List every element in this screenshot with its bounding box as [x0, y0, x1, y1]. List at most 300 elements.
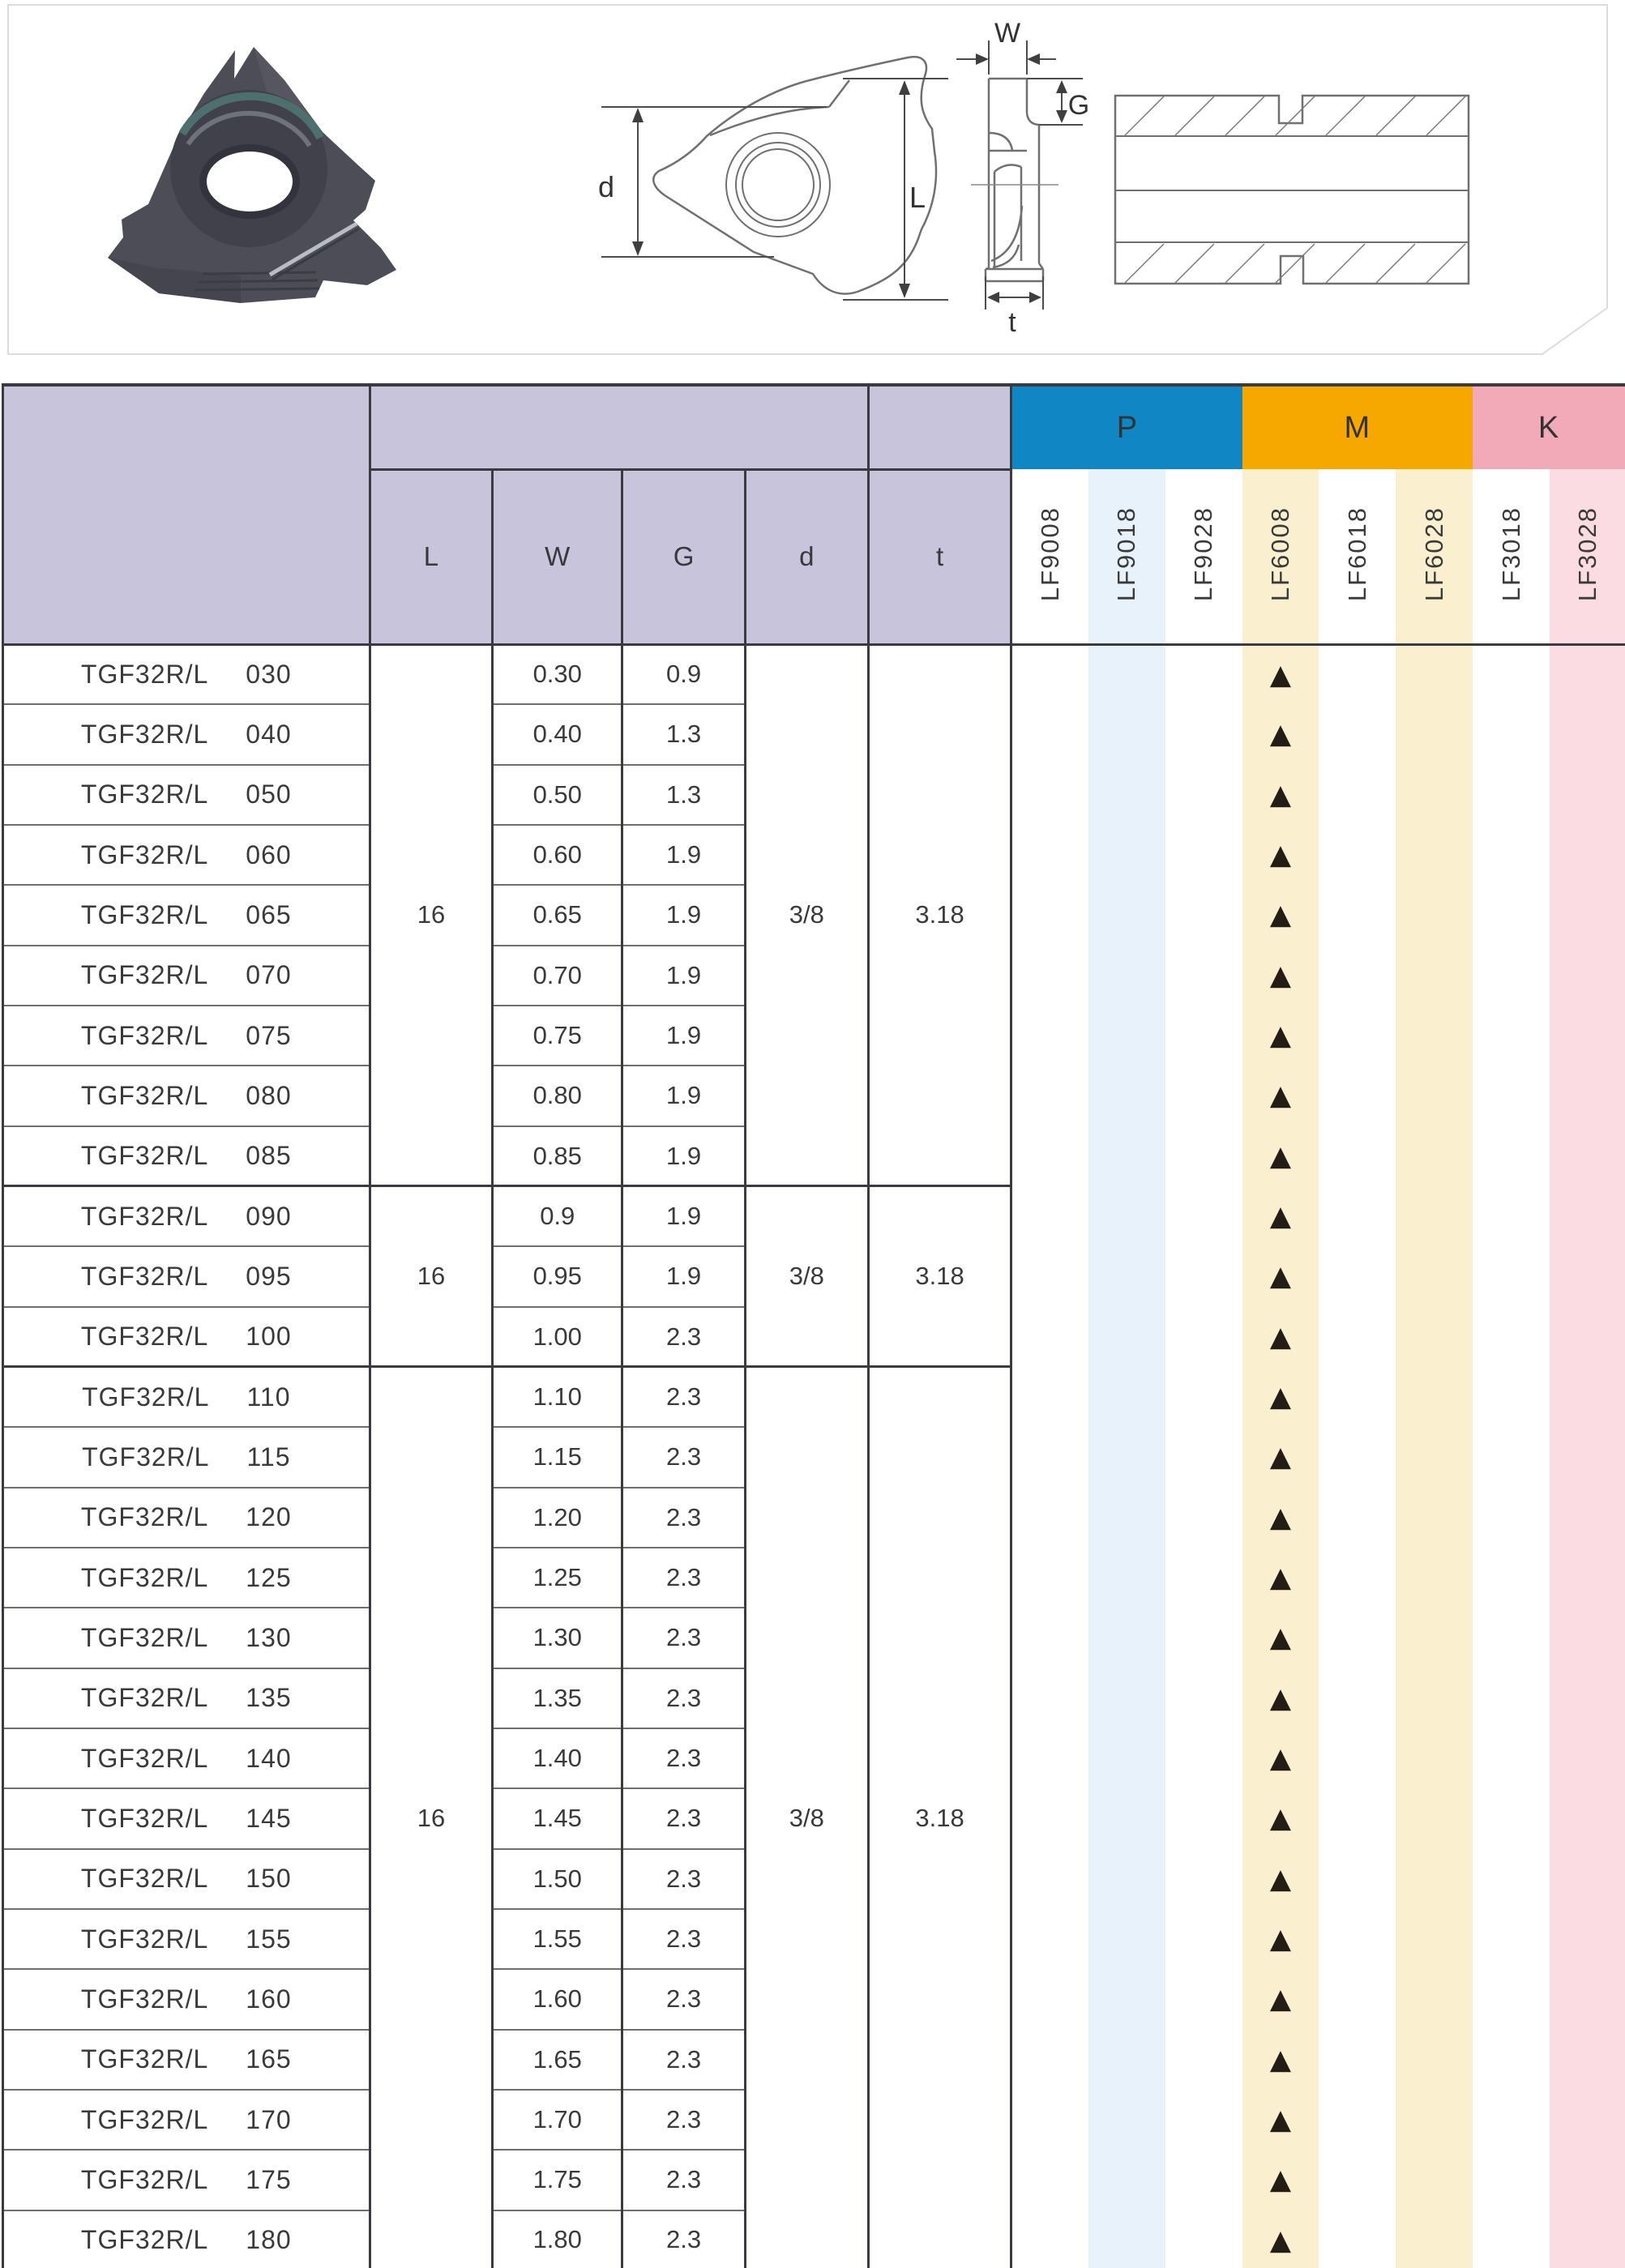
spec-header-d: d — [745, 469, 868, 644]
model-cell — [3, 1548, 370, 1608]
grade-cell-lf3028 — [1550, 1728, 1625, 1788]
availability-triangle-marker: ▲ — [1269, 1381, 1292, 1414]
availability-triangle-marker: ▲ — [1269, 1681, 1292, 1715]
t-cell: 3.18 — [868, 644, 1011, 1186]
grade-cell-lf3018 — [1473, 704, 1550, 764]
model-size-code: 145 — [246, 1803, 292, 1833]
grade-cell-lf3028 — [1550, 1608, 1625, 1668]
g-cell: 2.3 — [622, 1728, 746, 1788]
grade-cell-lf6018 — [1319, 2090, 1396, 2150]
availability-triangle-marker: ▲ — [1269, 1802, 1292, 1835]
model-prefix: TGF32R/L — [80, 1201, 209, 1231]
w-cell: 1.75 — [493, 2150, 622, 2210]
grade-cell-lf9028 — [1165, 1668, 1242, 1728]
grade-cell-lf6008 — [1242, 1909, 1319, 1969]
grade-cell-lf3018 — [1473, 1608, 1550, 1668]
grade-cell-lf3028 — [1550, 1307, 1625, 1367]
spec-header-w: W — [493, 469, 622, 644]
model-cell — [3, 2150, 370, 2210]
grade-cell-lf3018 — [1473, 885, 1550, 945]
availability-triangle-marker: ▲ — [1269, 1079, 1292, 1113]
grade-cell-lf3028 — [1550, 2030, 1625, 2090]
g-cell: 1.9 — [622, 1246, 746, 1306]
grade-cell-lf6028 — [1396, 1006, 1473, 1066]
grade-cell-lf6018 — [1319, 825, 1396, 885]
grade-cell-lf9008 — [1011, 946, 1088, 1006]
availability-triangle-marker: ▲ — [1269, 1139, 1292, 1172]
model-prefix: TGF32R/L — [80, 1984, 209, 2014]
grade-cell-lf9008 — [1011, 704, 1088, 764]
g-cell: 2.3 — [622, 2210, 746, 2268]
grade-cell-lf6008 — [1242, 1066, 1319, 1125]
grade-cell-lf9018 — [1088, 2090, 1165, 2150]
grade-cell-lf6028 — [1396, 1307, 1473, 1367]
availability-triangle-marker: ▲ — [1269, 1200, 1292, 1233]
dim-label-t: t — [1008, 307, 1016, 338]
availability-triangle-marker: ▲ — [1269, 2163, 1292, 2197]
model-prefix: TGF32R/L — [80, 1924, 209, 1954]
model-cell — [3, 1728, 370, 1788]
availability-triangle-marker: ▲ — [1269, 658, 1292, 691]
grade-header-lf9018 — [1088, 469, 1165, 644]
grade-cell-lf9008 — [1011, 1668, 1088, 1728]
grade-cell-lf3018 — [1473, 2150, 1550, 2210]
grade-cell-lf6008 — [1242, 1668, 1319, 1728]
grade-cell-lf3028 — [1550, 1427, 1625, 1487]
model-size-code: 065 — [246, 899, 292, 929]
w-cell: 1.25 — [493, 1548, 622, 1608]
model-cell — [3, 644, 370, 704]
grade-cell-lf9018 — [1088, 1849, 1165, 1909]
model-prefix: TGF32R/L — [80, 719, 209, 749]
model-cell — [3, 825, 370, 885]
model-prefix: TGF32R/L — [80, 1683, 209, 1713]
grade-cell-lf9028 — [1165, 1006, 1242, 1066]
grade-cell-lf6018 — [1319, 1909, 1396, 1969]
g-cell: 1.9 — [622, 825, 746, 885]
w-cell: 1.60 — [493, 1969, 622, 2029]
model-prefix: TGF32R/L — [80, 659, 209, 689]
grade-cell-lf6028 — [1396, 1126, 1473, 1186]
model-prefix: TGF32R/L — [80, 1562, 209, 1592]
model-prefix: TGF32R/L — [80, 779, 209, 809]
grade-cell-lf9008 — [1011, 1969, 1088, 2029]
grade-cell-lf9018 — [1088, 1066, 1165, 1125]
w-cell: 1.45 — [493, 1788, 622, 1848]
grade-cell-lf9008 — [1011, 885, 1088, 945]
grade-cell-lf9018 — [1088, 704, 1165, 764]
grade-cell-lf6008 — [1242, 1367, 1319, 1427]
g-cell: 2.3 — [622, 1608, 746, 1668]
grade-cell-lf6018 — [1319, 1006, 1396, 1066]
w-cell: 1.55 — [493, 1909, 622, 1969]
grade-cell-lf3018 — [1473, 1367, 1550, 1427]
grade-cell-lf9018 — [1088, 885, 1165, 945]
availability-triangle-marker: ▲ — [1269, 2043, 1292, 2076]
availability-triangle-marker: ▲ — [1269, 1441, 1292, 1474]
grade-cell-lf6018 — [1319, 1548, 1396, 1608]
g-cell: 1.9 — [622, 1066, 746, 1125]
model-size-code: 125 — [246, 1562, 292, 1592]
grade-cell-lf6008 — [1242, 1849, 1319, 1909]
grade-cell-lf9008 — [1011, 1066, 1088, 1125]
grade-cell-lf9028 — [1165, 1427, 1242, 1487]
model-prefix: TGF32R/L — [80, 839, 209, 869]
grade-header-lf9028 — [1165, 469, 1242, 644]
grade-cell-lf9028 — [1165, 1969, 1242, 2029]
grade-cell-lf3028 — [1550, 1849, 1625, 1909]
grade-cell-lf6018 — [1319, 1367, 1396, 1427]
model-size-code: 115 — [246, 1442, 291, 1471]
g-cell: 0.9 — [622, 644, 746, 704]
grade-cell-lf3018 — [1473, 1066, 1550, 1125]
grade-cell-lf9008 — [1011, 644, 1088, 704]
dim-label-g: G — [1067, 90, 1090, 121]
grade-cell-lf6018 — [1319, 1969, 1396, 2029]
model-cell — [3, 1909, 370, 1969]
availability-triangle-marker: ▲ — [1269, 1862, 1292, 1895]
w-cell: 1.10 — [493, 1367, 622, 1427]
grade-cell-lf6008 — [1242, 825, 1319, 885]
grade-cell-lf6018 — [1319, 1246, 1396, 1306]
grade-cell-lf9018 — [1088, 1186, 1165, 1246]
grade-cell-lf6018 — [1319, 2030, 1396, 2090]
l-cell: 16 — [370, 644, 493, 1186]
grade-cell-lf9028 — [1165, 1246, 1242, 1306]
grade-cell-lf9018 — [1088, 2150, 1165, 2210]
availability-triangle-marker: ▲ — [1269, 2104, 1292, 2137]
grade-cell-lf6028 — [1396, 1488, 1473, 1548]
grade-cell-lf6008 — [1242, 1548, 1319, 1608]
w-cell: 0.85 — [493, 1126, 622, 1186]
grade-cell-lf6028 — [1396, 1548, 1473, 1608]
grade-cell-lf9028 — [1165, 1186, 1242, 1246]
w-cell: 0.95 — [493, 1246, 622, 1306]
grade-cell-lf9008 — [1011, 1427, 1088, 1487]
grade-cell-lf6008 — [1242, 1969, 1319, 2029]
g-cell: 2.3 — [622, 1909, 746, 1969]
grade-cell-lf6028 — [1396, 644, 1473, 704]
model-cell — [3, 1367, 370, 1427]
grade-cell-lf6028 — [1396, 2150, 1473, 2210]
model-cell — [3, 946, 370, 1006]
t-cell: 3.18 — [868, 1186, 1011, 1367]
grade-cell-lf3028 — [1550, 1909, 1625, 1969]
grade-cell-lf3018 — [1473, 1186, 1550, 1246]
model-size-code: 130 — [246, 1622, 292, 1652]
w-cell: 0.40 — [493, 704, 622, 764]
grade-cell-lf6008 — [1242, 885, 1319, 945]
dim-label-w: W — [994, 18, 1021, 49]
g-cell: 2.3 — [622, 1307, 746, 1367]
grade-cell-lf6018 — [1319, 1126, 1396, 1186]
grade-header-lf3028 — [1550, 469, 1625, 644]
grade-cell-lf9008 — [1011, 1006, 1088, 1066]
g-cell: 2.3 — [622, 2030, 746, 2090]
grade-header-label: LF3018 — [1496, 506, 1525, 602]
grade-cell-lf3028 — [1550, 644, 1625, 704]
grade-cell-lf9028 — [1165, 1788, 1242, 1848]
grade-cell-lf9008 — [1011, 1788, 1088, 1848]
grade-cell-lf6028 — [1396, 2090, 1473, 2150]
g-cell: 1.3 — [622, 765, 746, 825]
grade-cell-lf3028 — [1550, 1969, 1625, 2029]
w-cell: 0.60 — [493, 825, 622, 885]
availability-triangle-marker: ▲ — [1269, 1320, 1292, 1353]
grade-cell-lf6028 — [1396, 765, 1473, 825]
spec-header-l: L — [370, 469, 493, 644]
model-cell — [3, 2210, 370, 2268]
t-cell: 3.18 — [868, 1367, 1011, 2268]
grade-header-label: LF3028 — [1572, 506, 1601, 602]
grade-cell-lf6018 — [1319, 946, 1396, 1006]
grade-cell-lf6018 — [1319, 1788, 1396, 1848]
grade-cell-lf6008 — [1242, 1608, 1319, 1668]
model-size-code: 100 — [246, 1322, 292, 1352]
grade-cell-lf9008 — [1011, 1186, 1088, 1246]
grade-cell-lf9028 — [1165, 1548, 1242, 1608]
grade-header-label: LF9018 — [1112, 506, 1141, 602]
model-size-code: 170 — [246, 2104, 292, 2134]
grade-header-lf6008 — [1242, 469, 1319, 644]
grade-cell-lf9028 — [1165, 644, 1242, 704]
g-cell: 2.3 — [622, 1427, 746, 1487]
grade-cell-lf3018 — [1473, 2030, 1550, 2090]
grade-cell-lf9028 — [1165, 2090, 1242, 2150]
grade-cell-lf6028 — [1396, 1246, 1473, 1306]
grade-cell-lf9028 — [1165, 1909, 1242, 1969]
grade-cell-lf3028 — [1550, 2090, 1625, 2150]
grade-cell-lf9008 — [1011, 2090, 1088, 2150]
grade-header-lf6028 — [1396, 469, 1473, 644]
g-cell: 1.9 — [622, 1126, 746, 1186]
spec-header-g: G — [622, 469, 746, 644]
grade-cell-lf9018 — [1088, 1788, 1165, 1848]
grade-cell-lf9008 — [1011, 1728, 1088, 1788]
grade-cell-lf3018 — [1473, 1246, 1550, 1306]
model-prefix: TGF32R/L — [80, 1322, 209, 1352]
d-cell: 3/8 — [745, 644, 868, 1186]
availability-triangle-marker: ▲ — [1269, 1501, 1292, 1534]
model-cell — [3, 1186, 370, 1246]
w-cell: 0.65 — [493, 885, 622, 945]
grade-cell-lf3018 — [1473, 1427, 1550, 1487]
availability-triangle-marker: ▲ — [1269, 839, 1292, 872]
grade-cell-lf3018 — [1473, 2210, 1550, 2268]
grade-cell-lf3028 — [1550, 1186, 1625, 1246]
grade-header-lf9008 — [1011, 469, 1088, 644]
d-cell: 3/8 — [745, 1186, 868, 1367]
grade-cell-lf6008 — [1242, 1788, 1319, 1848]
grade-cell-lf3018 — [1473, 1849, 1550, 1909]
grade-cell-lf6028 — [1396, 1668, 1473, 1728]
grade-cell-lf9008 — [1011, 2210, 1088, 2268]
grade-cell-lf9028 — [1165, 1849, 1242, 1909]
grade-cell-lf6008 — [1242, 2210, 1319, 2268]
grade-cell-lf9028 — [1165, 1307, 1242, 1367]
w-cell: 1.40 — [493, 1728, 622, 1788]
g-cell: 2.3 — [622, 2150, 746, 2210]
grade-cell-lf9028 — [1165, 1066, 1242, 1125]
model-prefix: TGF32R/L — [80, 2104, 209, 2134]
w-cell: 1.35 — [493, 1668, 622, 1728]
g-cell: 1.9 — [622, 1186, 746, 1246]
availability-triangle-marker: ▲ — [1269, 1561, 1292, 1595]
grade-cell-lf9018 — [1088, 644, 1165, 704]
grade-cell-lf3028 — [1550, 1006, 1625, 1066]
model-cell — [3, 885, 370, 945]
model-cell — [3, 1307, 370, 1367]
spec-merged-header — [370, 385, 868, 469]
dim-label-l: L — [909, 181, 926, 214]
model-cell — [3, 1788, 370, 1848]
grade-cell-lf3018 — [1473, 1548, 1550, 1608]
grade-cell-lf6028 — [1396, 1066, 1473, 1125]
grade-cell-lf3028 — [1550, 1246, 1625, 1306]
model-prefix: TGF32R/L — [80, 1141, 209, 1171]
grade-cell-lf6008 — [1242, 704, 1319, 764]
model-prefix: TGF32R/L — [80, 1020, 209, 1050]
model-size-code: 070 — [246, 960, 292, 990]
grade-cell-lf9028 — [1165, 1488, 1242, 1548]
grade-cell-lf9018 — [1088, 2210, 1165, 2268]
w-cell: 0.75 — [493, 1006, 622, 1066]
grade-cell-lf6028 — [1396, 1969, 1473, 2029]
grade-cell-lf6018 — [1319, 2210, 1396, 2268]
model-prefix: TGF32R/L — [80, 2164, 209, 2194]
grade-cell-lf6008 — [1242, 2030, 1319, 2090]
grade-cell-lf9028 — [1165, 765, 1242, 825]
grade-cell-lf6008 — [1242, 1728, 1319, 1788]
grade-cell-lf9008 — [1011, 765, 1088, 825]
grade-cell-lf6028 — [1396, 885, 1473, 945]
availability-triangle-marker: ▲ — [1269, 718, 1292, 751]
catalog-table — [2, 383, 1625, 2268]
grade-cell-lf6018 — [1319, 1608, 1396, 1668]
grade-cell-lf9008 — [1011, 1246, 1088, 1306]
grade-cell-lf9008 — [1011, 1548, 1088, 1608]
grade-cell-lf3018 — [1473, 825, 1550, 885]
g-cell: 2.3 — [622, 1548, 746, 1608]
grade-cell-lf9008 — [1011, 2030, 1088, 2090]
grade-header-label: LF6018 — [1342, 506, 1371, 602]
model-size-code: 120 — [246, 1502, 292, 1532]
grade-cell-lf9008 — [1011, 1608, 1088, 1668]
model-cell — [3, 1488, 370, 1548]
model-size-code: 150 — [246, 1864, 292, 1894]
w-cell: 0.50 — [493, 765, 622, 825]
grade-cell-lf9018 — [1088, 946, 1165, 1006]
grade-cell-lf6008 — [1242, 2150, 1319, 2210]
grade-cell-lf3028 — [1550, 1668, 1625, 1728]
availability-triangle-marker: ▲ — [1269, 2223, 1292, 2257]
grade-cell-lf3018 — [1473, 765, 1550, 825]
model-prefix: TGF32R/L — [80, 2224, 209, 2254]
grade-cell-lf9028 — [1165, 1728, 1242, 1788]
grade-cell-lf3028 — [1550, 1788, 1625, 1848]
l-cell: 16 — [370, 1367, 493, 2268]
grade-cell-lf3018 — [1473, 1909, 1550, 1969]
model-size-code: 090 — [246, 1201, 292, 1231]
model-prefix: TGF32R/L — [80, 1743, 209, 1773]
model-cell — [3, 765, 370, 825]
grade-cell-lf6008 — [1242, 1186, 1319, 1246]
grade-cell-lf9018 — [1088, 1006, 1165, 1066]
model-column-header — [3, 385, 370, 644]
grade-cell-lf9028 — [1165, 2150, 1242, 2210]
grade-group-header-M: M — [1242, 385, 1473, 469]
model-size-code: 080 — [246, 1080, 292, 1110]
g-cell: 2.3 — [622, 1969, 746, 2029]
grade-cell-lf6018 — [1319, 1066, 1396, 1125]
g-cell: 2.3 — [622, 1668, 746, 1728]
model-prefix: TGF32R/L — [80, 1261, 209, 1291]
grade-cell-lf6028 — [1396, 1788, 1473, 1848]
top-section — [0, 0, 1625, 383]
grade-cell-lf6008 — [1242, 1006, 1319, 1066]
w-cell: 1.80 — [493, 2210, 622, 2268]
grade-cell-lf3028 — [1550, 2150, 1625, 2210]
grade-cell-lf6008 — [1242, 765, 1319, 825]
t-column-top-header — [868, 385, 1011, 469]
grade-cell-lf9028 — [1165, 885, 1242, 945]
grade-cell-lf9018 — [1088, 1728, 1165, 1788]
grade-cell-lf6028 — [1396, 1909, 1473, 1969]
model-prefix: TGF32R/L — [80, 1864, 209, 1894]
g-cell: 2.3 — [622, 1849, 746, 1909]
grade-cell-lf6028 — [1396, 1608, 1473, 1668]
grade-group-header-K: K — [1473, 385, 1625, 469]
grade-cell-lf6008 — [1242, 1126, 1319, 1186]
grade-cell-lf3028 — [1550, 825, 1625, 885]
grade-header-label: LF6008 — [1265, 506, 1294, 602]
grade-cell-lf9018 — [1088, 1427, 1165, 1487]
table-row — [3, 644, 1625, 704]
model-prefix: TGF32R/L — [82, 1382, 210, 1412]
grade-header-label: LF6028 — [1419, 506, 1448, 602]
grade-header-label: LF9028 — [1189, 506, 1218, 602]
model-cell — [3, 2030, 370, 2090]
model-size-code: 155 — [246, 1924, 292, 1954]
grade-cell-lf6028 — [1396, 1849, 1473, 1909]
grade-cell-lf3028 — [1550, 765, 1625, 825]
grade-cell-lf6018 — [1319, 1488, 1396, 1548]
model-size-code: 135 — [246, 1683, 292, 1713]
grade-cell-lf9018 — [1088, 1126, 1165, 1186]
grade-cell-lf6028 — [1396, 1367, 1473, 1427]
grade-cell-lf6028 — [1396, 1728, 1473, 1788]
model-cell — [3, 1969, 370, 2029]
grade-cell-lf9008 — [1011, 1367, 1088, 1427]
grade-cell-lf6028 — [1396, 2030, 1473, 2090]
grade-cell-lf9008 — [1011, 825, 1088, 885]
grade-cell-lf3028 — [1550, 704, 1625, 764]
grade-cell-lf9018 — [1088, 1307, 1165, 1367]
model-size-code: 095 — [246, 1261, 292, 1291]
grade-cell-lf6008 — [1242, 946, 1319, 1006]
grade-cell-lf6028 — [1396, 946, 1473, 1006]
grade-cell-lf9028 — [1165, 2030, 1242, 2090]
w-cell: 1.00 — [493, 1307, 622, 1367]
grade-header-lf6018 — [1319, 469, 1396, 644]
grade-cell-lf3018 — [1473, 1969, 1550, 2029]
g-cell: 1.9 — [622, 885, 746, 945]
table-row — [3, 1367, 1625, 1427]
grade-cell-lf6018 — [1319, 1728, 1396, 1788]
grade-cell-lf9008 — [1011, 1909, 1088, 1969]
availability-triangle-marker: ▲ — [1269, 1923, 1292, 1956]
grade-cell-lf6008 — [1242, 1488, 1319, 1548]
